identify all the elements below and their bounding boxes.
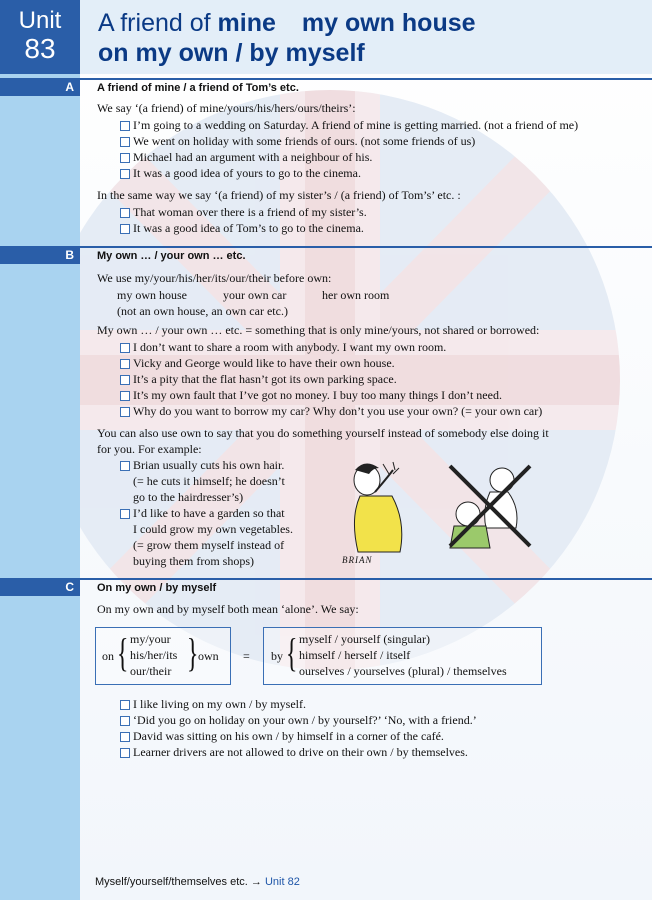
bullet	[120, 121, 130, 131]
section-a-intro: We say ‘(a friend) of mine/yours/his/hers/ours/theirs’:	[97, 101, 356, 115]
section-a-heading: A friend of mine / a friend of Tom’s etc.	[97, 82, 299, 94]
bullet	[120, 359, 130, 369]
own-example: her own room	[322, 288, 390, 302]
example-sentence: I could grow my own vegetables.	[133, 522, 293, 536]
title-part: A friend of	[98, 9, 211, 37]
hairdresser-crossed-out-illustration	[444, 460, 536, 552]
section-b-heading: My own … / your own … etc.	[97, 250, 246, 262]
bullet	[120, 407, 130, 417]
section-b-intro: We use my/your/his/her/its/our/their before own:	[97, 271, 332, 285]
bullet	[120, 461, 130, 471]
example-sentence: I like living on my own / by myself.	[133, 697, 306, 711]
page-title-line1	[98, 8, 476, 38]
left-brace: {	[285, 630, 298, 675]
left-margin-column	[0, 74, 80, 900]
example-sentence: Vicky and George would like to have their own house.	[133, 356, 395, 370]
example-sentence: I’m going to a wedding on Saturday. A friend of mine is getting married. (not a friend of me)	[133, 118, 579, 132]
section-letter: B	[65, 248, 74, 262]
possessive: his/her/its	[130, 648, 178, 662]
bullet	[120, 509, 130, 519]
section-c-intro: On my own and by myself both mean ‘alone’. We say:	[97, 602, 359, 616]
example-sentence: I don’t want to share a room with anybody. I want my own room.	[133, 340, 447, 354]
own-example: your own car	[223, 288, 287, 302]
bullet	[120, 748, 130, 758]
bullet	[120, 343, 130, 353]
bullet	[120, 375, 130, 385]
example-sentence: We went on holiday with some friends of ours. (not some friends of us)	[133, 134, 476, 148]
example-sentence: (= he cuts it himself; he doesn’t	[133, 474, 285, 488]
possessive: my/your	[130, 632, 171, 646]
reflexive: myself / yourself (singular)	[299, 632, 430, 646]
title-part-bold: mine	[217, 9, 276, 37]
example-sentence: It’s a pity that the flat hasn’t got its own parking space.	[133, 372, 397, 386]
possessive: our/their	[130, 664, 172, 678]
example-sentence: go to the hairdresser’s)	[133, 490, 244, 504]
right-brace: }	[186, 630, 199, 675]
left-brace: {	[116, 630, 129, 675]
bullet	[120, 700, 130, 710]
reflexive: ourselves / yourselves (plural) / themselves	[299, 664, 507, 678]
bullet	[120, 391, 130, 401]
brian-cutting-hair-illustration	[335, 458, 415, 554]
section-a-bar	[0, 78, 80, 96]
example-sentence: buying them from shops)	[133, 554, 254, 568]
bullet	[120, 137, 130, 147]
example-sentence: (= grow them myself instead of	[133, 538, 285, 552]
example-sentence: Why do you want to borrow my car? Why don’t you use your own? (= your own car)	[133, 404, 543, 418]
own-example: my own house	[117, 288, 187, 302]
example-sentence: Michael had an argument with a neighbour of his.	[133, 150, 373, 164]
unit-badge	[0, 0, 80, 74]
section-c-bar	[0, 578, 80, 596]
unit-link[interactable]: Unit 82	[264, 876, 300, 888]
section-c-heading: On my own / by myself	[97, 582, 217, 594]
section-b-intro3: You can also use own to say that you do something yourself instead of somebody else doing it	[97, 426, 549, 440]
word-own: own	[198, 649, 219, 663]
example-sentence: I’d like to have a garden so that	[133, 506, 285, 520]
bullet	[120, 732, 130, 742]
page-title-line2: on my own / by myself	[98, 39, 365, 67]
section-b-bar	[0, 246, 80, 264]
unit-label: Unit	[18, 7, 62, 34]
bullet	[120, 208, 130, 218]
example-sentence: It’s my own fault that I’ve got no money. I buy too many things I don’t need.	[133, 388, 502, 402]
bullet	[120, 153, 130, 163]
word-on: on	[102, 649, 114, 663]
section-letter: C	[65, 580, 74, 594]
section-b-intro3-cont: for you. For example:	[97, 442, 202, 456]
section-b-intro2: My own … / your own … etc. = something that is only mine/yours, not shared or borrowed:	[97, 323, 540, 337]
example-sentence: Learner drivers are not allowed to drive on their own / by themselves.	[133, 745, 468, 759]
section-a-intro2: In the same way we say ‘(a friend) of my sister’s / (a friend) of Tom’s’ etc. :	[97, 188, 461, 202]
bullet	[120, 716, 130, 726]
example-sentence: That woman over there is a friend of my sister’s.	[133, 205, 367, 219]
bullet	[120, 169, 130, 179]
reflexive: himself / herself / itself	[299, 648, 411, 662]
equals-sign: =	[243, 649, 250, 663]
title-part-bold: my own house	[301, 9, 476, 37]
example-sentence: It was a good idea of yours to go to the cinema.	[133, 166, 361, 180]
footer-text: Myself/yourself/themselves etc. →	[95, 876, 262, 888]
example-sentence: Brian usually cuts his own hair.	[133, 458, 285, 472]
illustration-caption: BRIAN	[342, 555, 373, 565]
word-by: by	[271, 649, 283, 663]
example-sentence: ‘Did you go on holiday on your own / by yourself?’ ‘No, with a friend.’	[133, 713, 477, 727]
example-sentence: It was a good idea of Tom’s to go to the cinema.	[133, 221, 364, 235]
own-note: (not an own house, an own car etc.)	[117, 304, 288, 318]
example-sentence: David was sitting on his own / by himself in a corner of the café.	[133, 729, 444, 743]
footer-cross-reference	[95, 876, 300, 888]
unit-number: 83	[24, 33, 56, 64]
bullet	[120, 224, 130, 234]
section-letter: A	[65, 80, 74, 94]
